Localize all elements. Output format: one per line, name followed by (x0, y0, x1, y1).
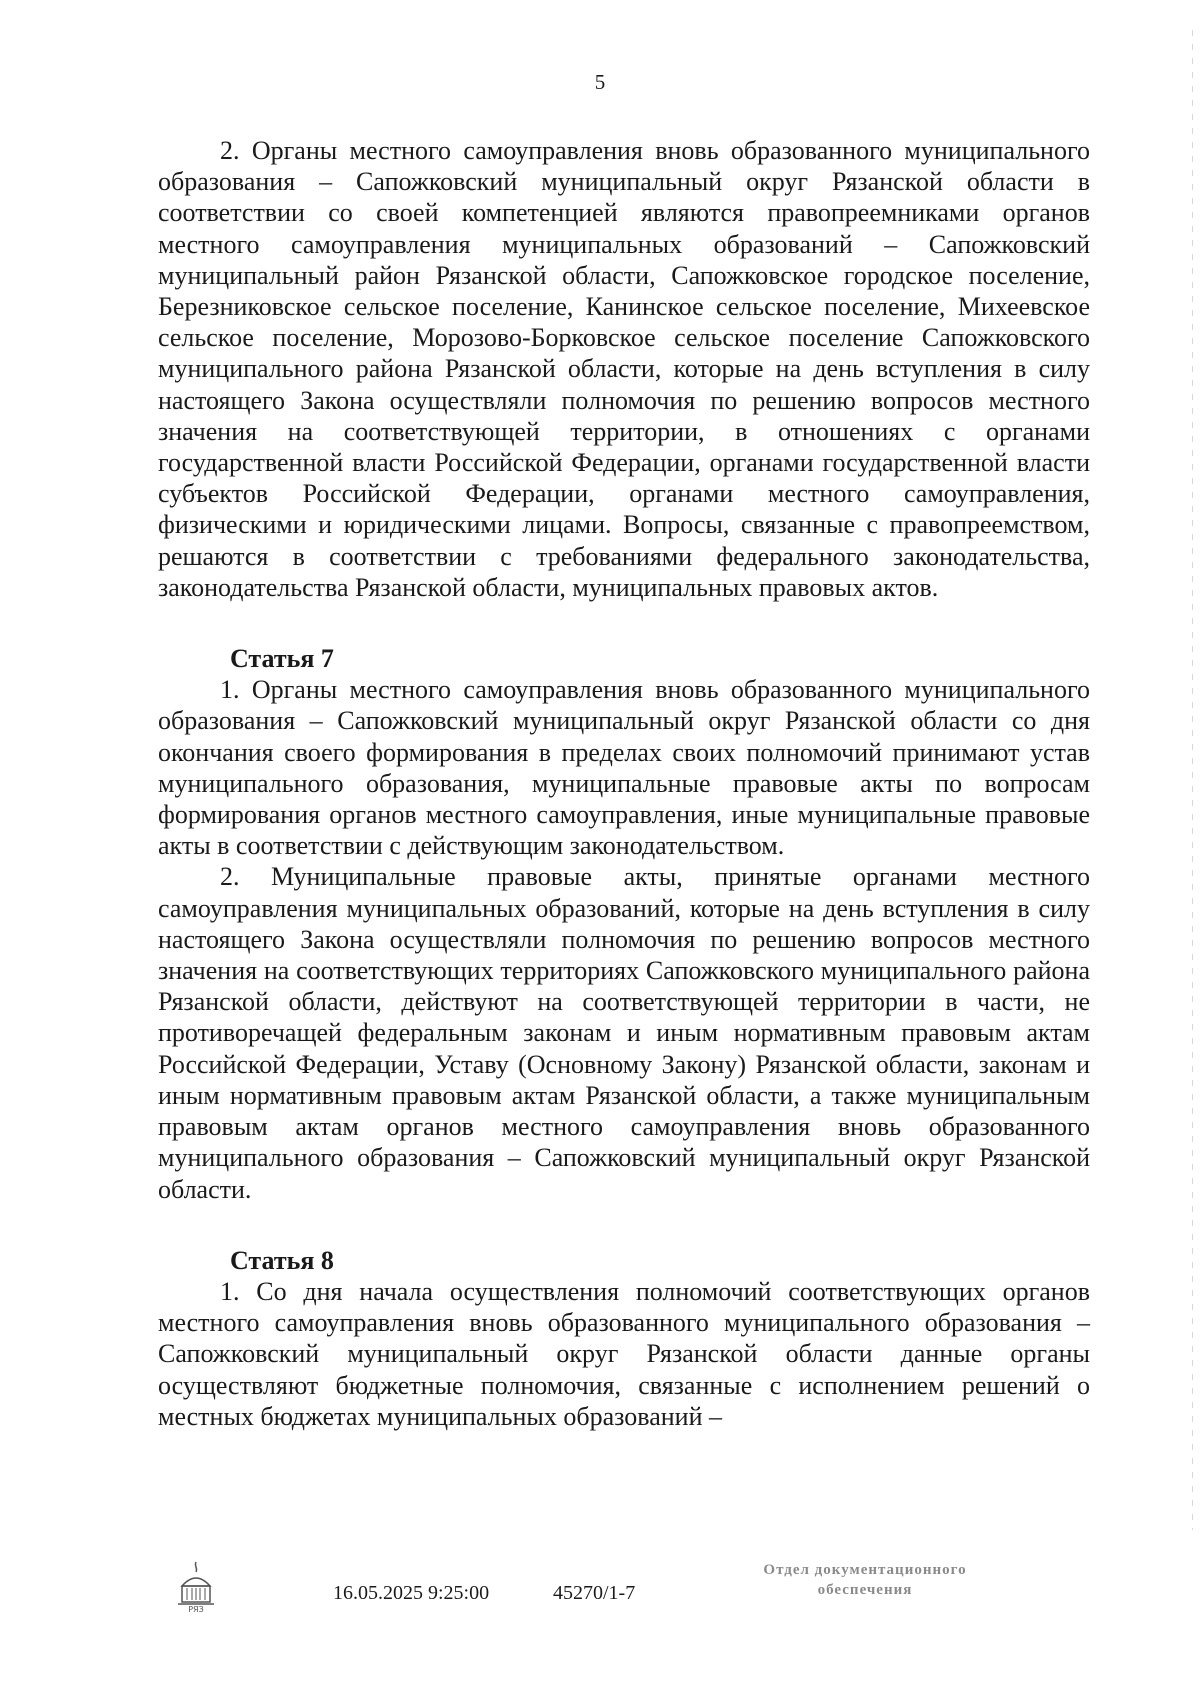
rzd-emblem-icon (176, 1560, 216, 1614)
department-stamp (720, 1560, 1010, 1600)
paragraph: 2. Муниципальные правовые акты, принятые органами местного самоуправления муниципальных образований, которые на день вступления в силу настоящего Закона осуществляли полномочия по решению вопросов местного значения на соответствующих территориях Сапожковского муниципального района Рязанской области, действуют на соответствующей территории в части, не противоречащей федеральным законам и иным нормативным правовым актам Российской Федерации, Уставу (Основному Закону) Рязанской области, законам и иным нормативным правовым актам Рязанской области, а также муниципальным правовым актам органов местного самоуправления вновь образованного муниципального образования – Сапожковский муниципальный округ Рязанской области. (158, 862, 1090, 1204)
paragraph: 1. Со дня начала осуществления полномочий соответствующих органов местного самоуправления вновь образованного муниципального образования – Сапожковский муниципальный округ Рязанской области данные органы осуществляют бюджетные полномочия, связанные с исполнением решений о местных бюджетах муниципальных образований – (158, 1276, 1090, 1431)
document-body (158, 135, 1090, 1432)
page-footer (0, 1560, 1200, 1650)
stamp-line-2: обеспечения (817, 1582, 913, 1598)
page-number: 5 (594, 70, 606, 94)
paragraph: 2. Органы местного самоуправления вновь образованного муниципального образования – Сапожковский муниципальный округ Рязанской области в соответствии со своей компетенцией являются правопреемниками органов местного самоуправления муниципальных образований – Сапожковский муниципальный район Рязанской области, Сапожковское городское поселение, Березниковское сельское поселение, Канинское сельское поселение, Михеевское сельское поселение, Морозово-Борковское сельское поселение Сапожковского муниципального района Рязанской области, которые на день вступления в силу настоящего Закона осуществляли полномочия по решению вопросов местного значения на соответствующей территории, в отношениях с органами государственной власти Российской Федерации, органами государственной власти субъектов Российской Федерации, органами местного самоуправления, физическими и юридическими лицами. Вопросы, связанные с правопреемством, решаются в соответствии с требованиями федерального законодательства, законодательства Рязанской области, муниципальных правовых актов. (158, 136, 1090, 602)
stamp-line-1: Отдел документационного (763, 1562, 967, 1578)
paragraph: 1. Органы местного самоуправления вновь образованного муниципального образования – Сапожковский муниципальный округ Рязанской области со дня окончания своего формирования в пределах своих полномочий принимают устав муниципального образования, муниципальные правовые акты по вопросам формирования органов местного самоуправления, иные муниципальные правовые акты в соответствии с действующим законодательством. (158, 675, 1090, 861)
scan-edge-line (1192, 30, 1193, 1530)
article-heading: Статья 8 (230, 1245, 334, 1275)
svg-text:РЯЗ: РЯЗ (188, 1605, 204, 1614)
article-heading: Статья 7 (230, 644, 334, 674)
footer-timestamp: 16.05.2025 9:25:00 (333, 1582, 490, 1604)
footer-registration-number: 45270/1-7 (553, 1582, 636, 1604)
